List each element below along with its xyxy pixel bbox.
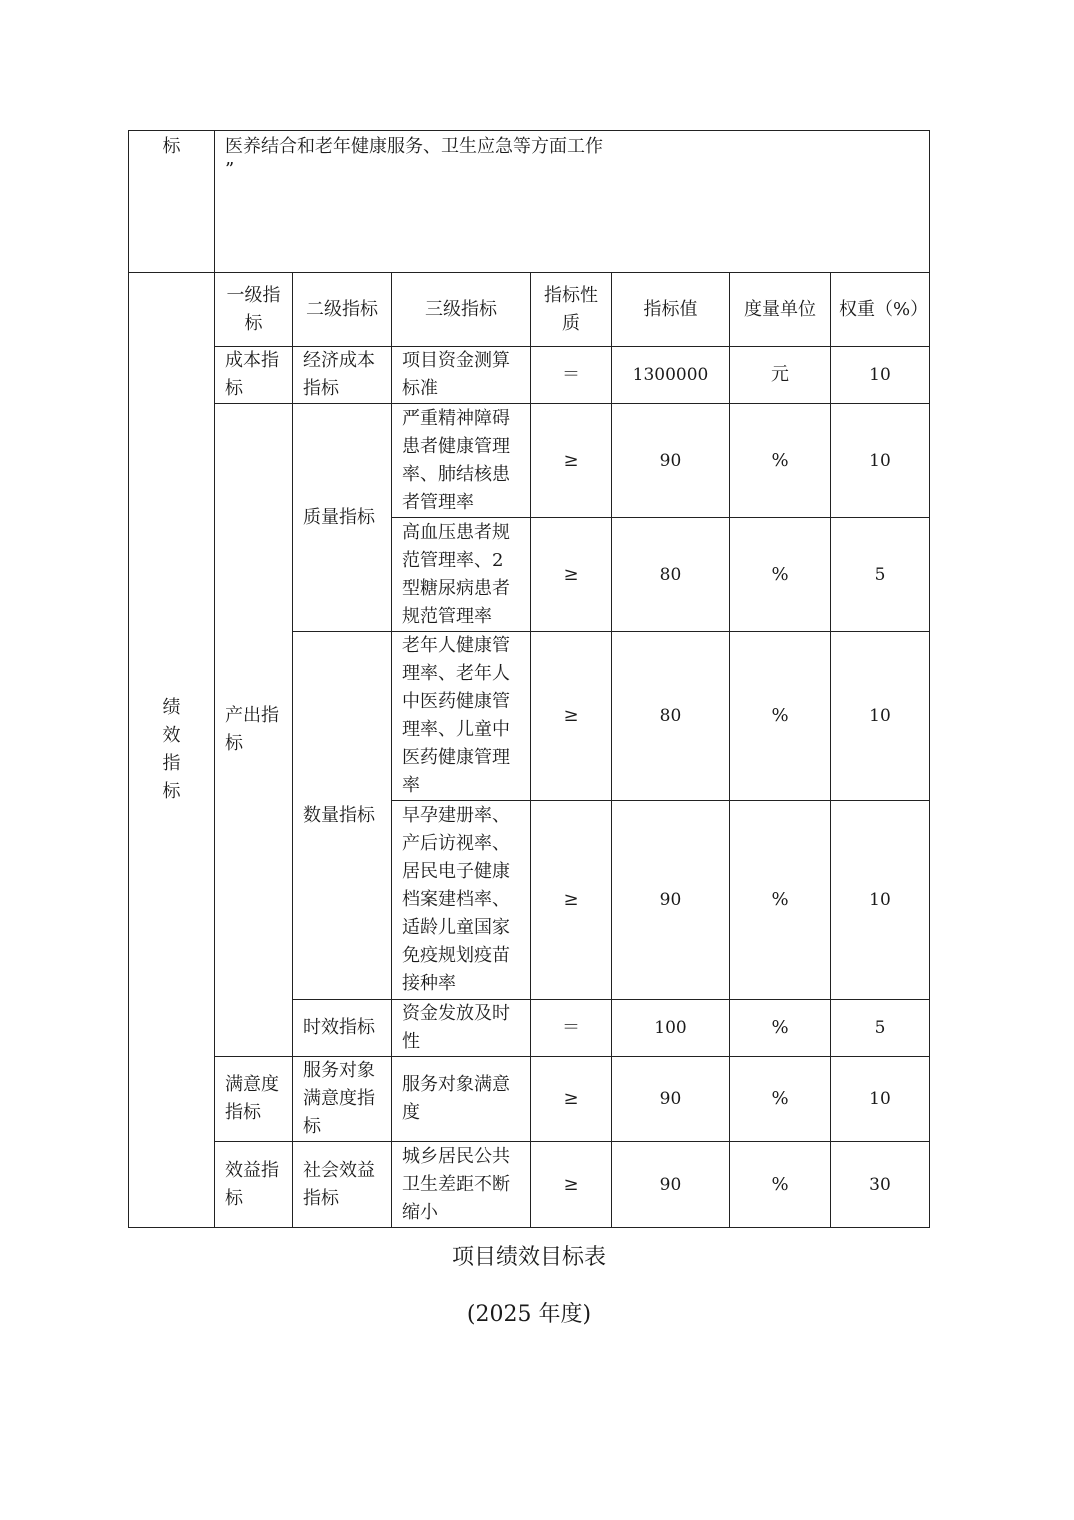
measure-unit: % [730,801,831,1000]
measure-unit: % [730,404,831,518]
description-line-2: ” [225,159,235,180]
indicator-nature: ＝ [531,347,612,404]
header-nature: 指标性质 [531,273,612,347]
table-row [129,1142,930,1228]
description-cell [215,131,930,273]
level3-indicator: 项目资金测算标准 [392,347,531,404]
measure-unit: % [730,518,831,632]
weight-value: 30 [831,1142,930,1228]
measure-unit: 元 [730,347,831,404]
level2-service-satisfaction: 服务对象满意度指标 [293,1057,392,1142]
indicator-value: 90 [612,404,730,518]
level3-indicator: 资金发放及时性 [392,1000,531,1057]
table-row [129,131,930,273]
indicator-nature: ＝ [531,1000,612,1057]
level3-indicator: 高血压患者规范管理率、2型糖尿病患者规范管理率 [392,518,531,632]
level1-cost: 成本指标 [215,347,293,404]
level3-indicator: 服务对象满意度 [392,1057,531,1142]
level3-indicator: 城乡居民公共卫生差距不断缩小 [392,1142,531,1228]
measure-unit: % [730,1057,831,1142]
level3-indicator: 早孕建册率、产后访视率、居民电子健康档案建档率、适龄儿童国家免疫规划疫苗接种率 [392,801,531,1000]
level2-social-benefit: 社会效益指标 [293,1142,392,1228]
measure-unit: % [730,1000,831,1057]
indicator-value: 90 [612,1142,730,1228]
weight-value: 10 [831,1057,930,1142]
indicator-value: 80 [612,518,730,632]
indicator-nature: ≥ [531,632,612,801]
indicator-value: 90 [612,801,730,1000]
header-unit: 度量单位 [730,273,831,347]
header-weight: 权重（%） [831,273,930,347]
indicator-nature: ≥ [531,518,612,632]
measure-unit: % [730,1142,831,1228]
header-level2: 二级指标 [293,273,392,347]
performance-target-table [128,130,930,1228]
level1-benefit: 效益指标 [215,1142,293,1228]
level2-economic-cost: 经济成本指标 [293,347,392,404]
weight-value: 10 [831,801,930,1000]
table-row [129,1057,930,1142]
level3-indicator: 严重精神障碍患者健康管理率、肺结核患者管理率 [392,404,531,518]
level2-quantity: 数量指标 [293,632,392,1000]
indicator-nature: ≥ [531,801,612,1000]
indicator-nature: ≥ [531,1142,612,1228]
weight-value: 10 [831,632,930,801]
header-level1: 一级指标 [215,273,293,347]
row-label-cell: 标 [129,131,215,273]
indicator-value: 100 [612,1000,730,1057]
measure-unit: % [730,632,831,801]
level1-satisfaction: 满意度指标 [215,1057,293,1142]
table-title: 项目绩效目标表 [451,1245,606,1270]
indicator-value: 90 [612,1057,730,1142]
section-label: 绩效指标 [162,697,181,802]
description-line-1: 医养结合和老年健康服务、卫生应急等方面工作 [225,136,603,157]
indicator-nature: ≥ [531,1057,612,1142]
header-value: 指标值 [612,273,730,347]
header-row [129,273,930,347]
header-level3: 三级指标 [392,273,531,347]
table-row [129,404,930,518]
table-row [129,347,930,404]
weight-value: 5 [831,1000,930,1057]
weight-value: 10 [831,404,930,518]
level3-indicator: 老年人健康管理率、老年人中医药健康管理率、儿童中医药健康管理率 [392,632,531,801]
indicator-nature: ≥ [531,404,612,518]
table-year: (2025 年度) [466,1302,592,1327]
weight-value: 10 [831,347,930,404]
weight-value: 5 [831,518,930,632]
indicator-value: 80 [612,632,730,801]
indicator-value: 1300000 [612,347,730,404]
section-label-cell [129,273,215,1228]
level2-quality: 质量指标 [293,404,392,632]
level1-output: 产出指标 [215,404,293,1057]
level2-timeliness: 时效指标 [293,1000,392,1057]
